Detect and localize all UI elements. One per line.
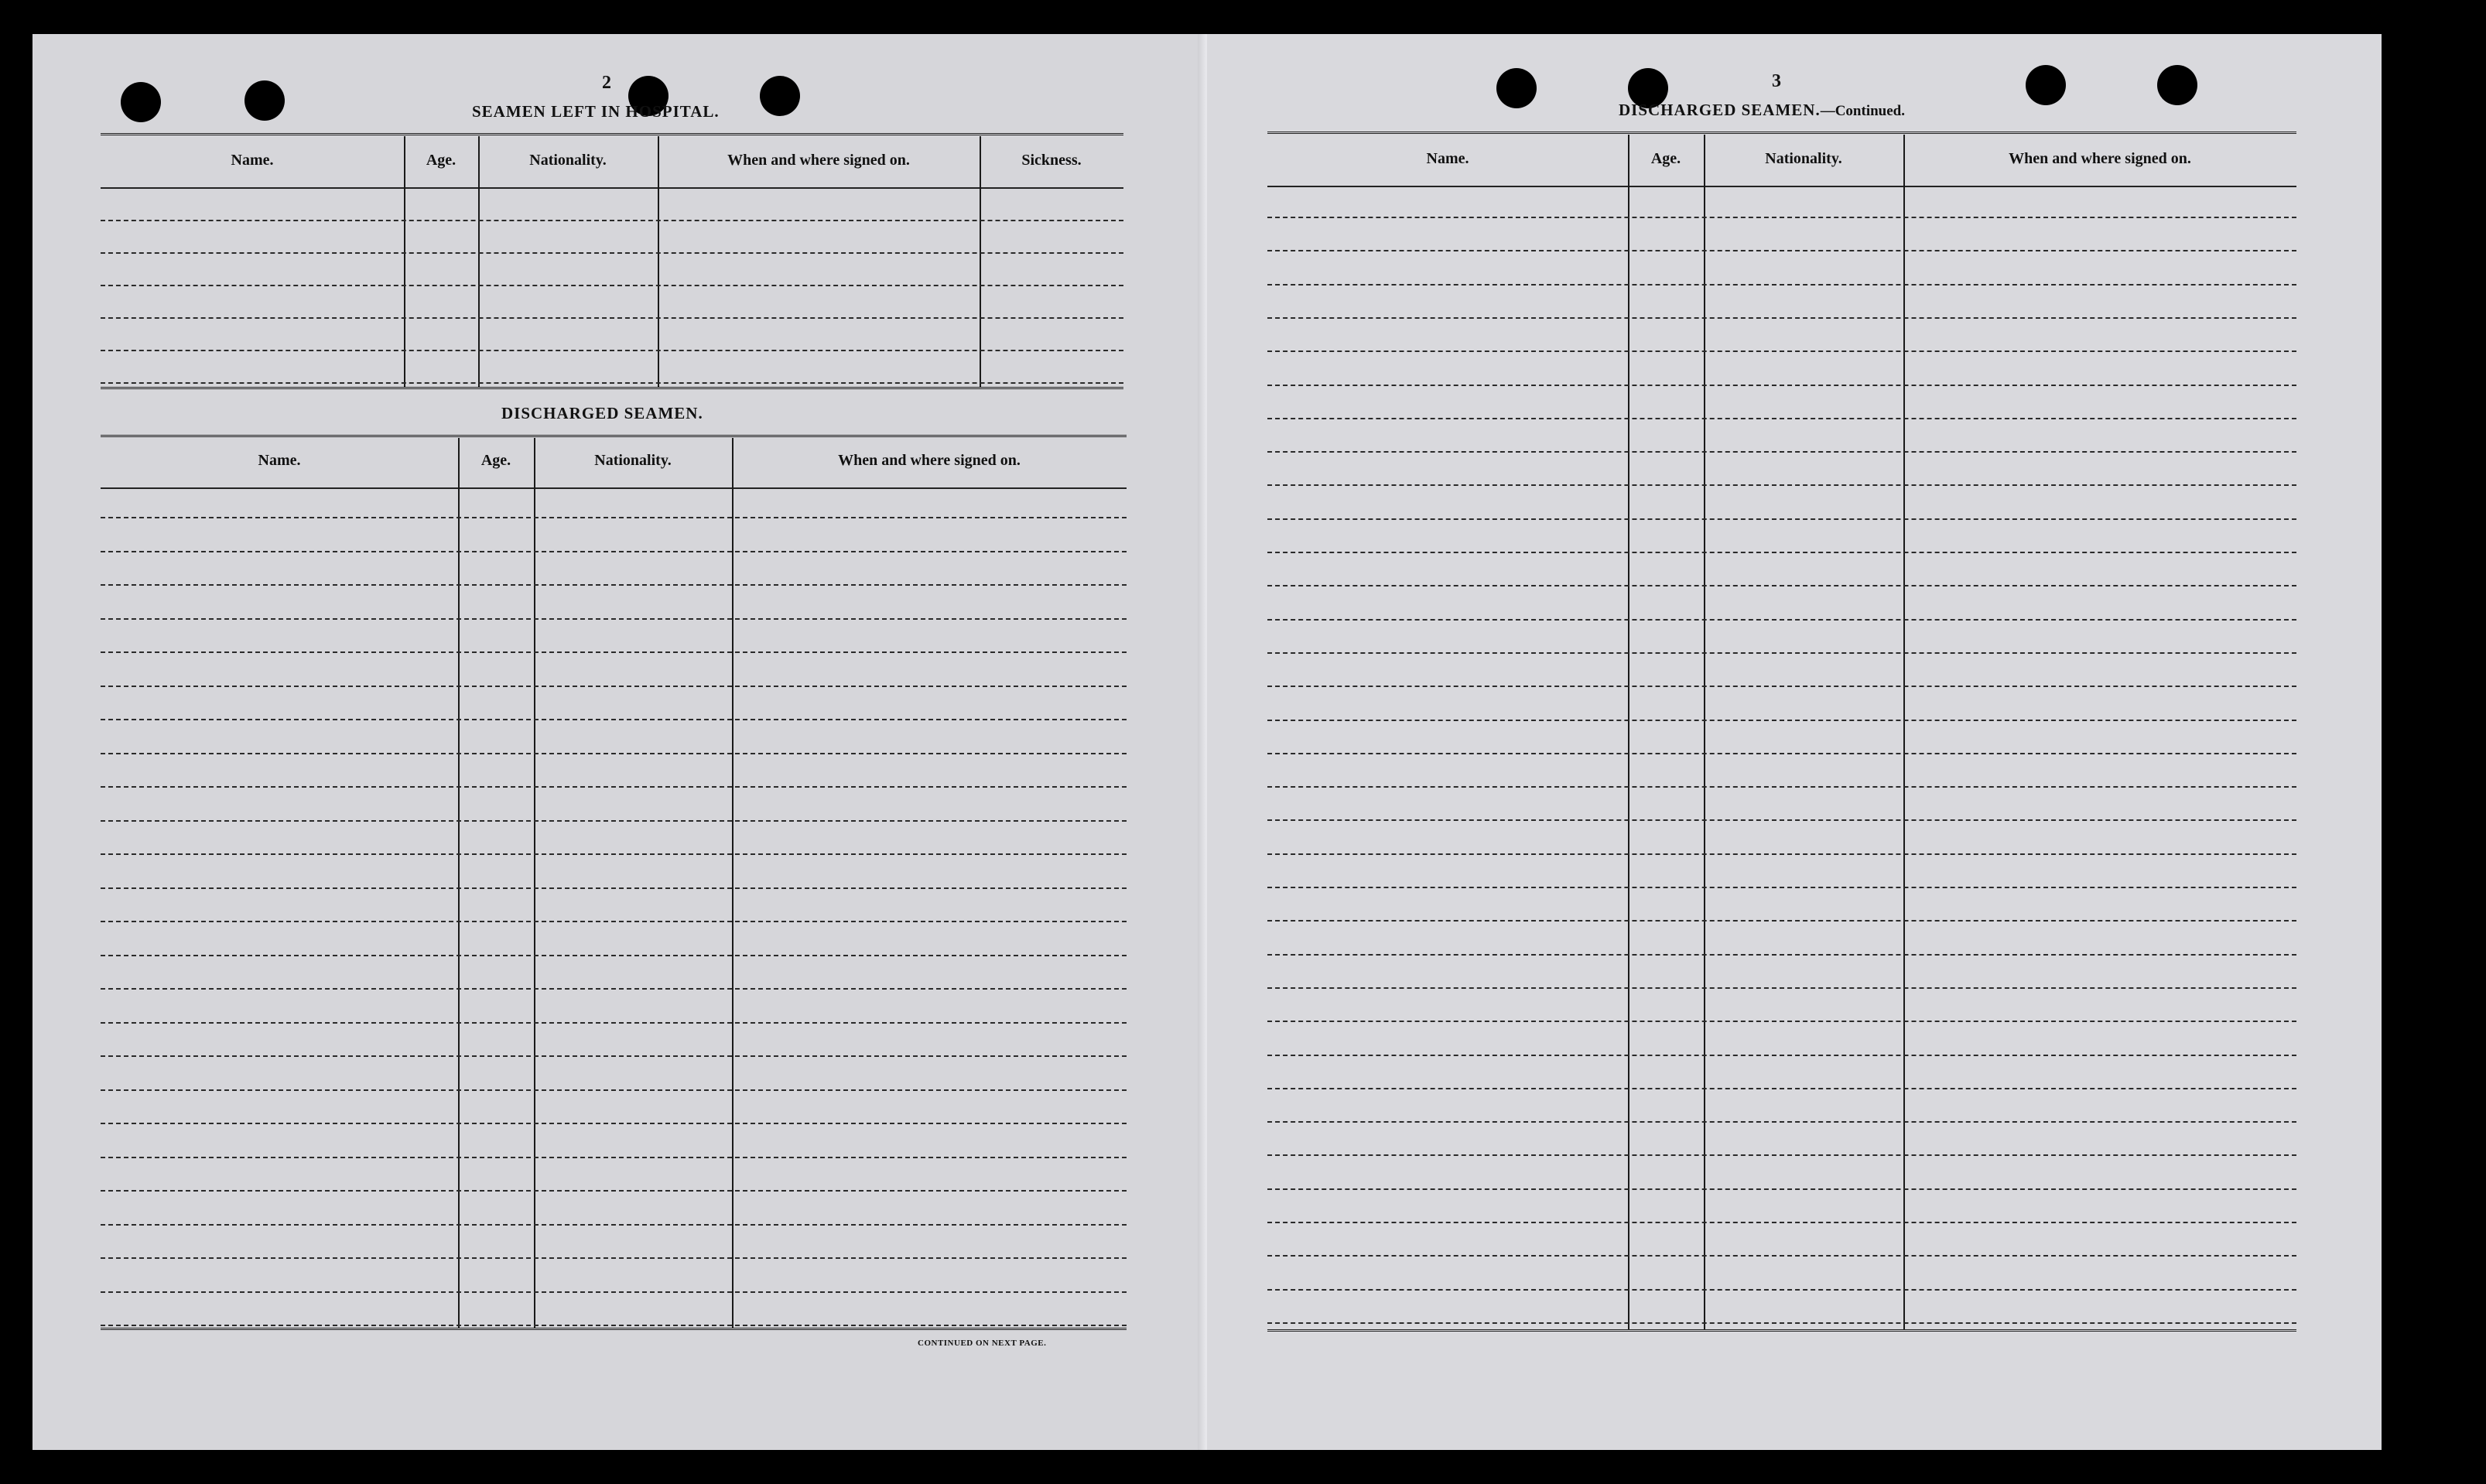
ruled-line xyxy=(1267,1121,2296,1123)
ruled-line xyxy=(101,1123,1127,1124)
ruled-line xyxy=(101,988,1127,990)
ruled-line xyxy=(1267,518,2296,520)
ruled-line xyxy=(1267,1289,2296,1291)
continued-suffix: —Continued. xyxy=(1820,103,1905,119)
punch-hole xyxy=(2157,65,2197,105)
column-header-name: Name. xyxy=(1426,150,1469,167)
ruled-line xyxy=(1267,552,2296,553)
punch-hole xyxy=(1496,68,1537,108)
ruled-line xyxy=(1267,1322,2296,1324)
ruled-line xyxy=(1267,385,2296,386)
column-header-name: Name. xyxy=(231,152,274,169)
ruled-line xyxy=(1267,317,2296,319)
ruled-line xyxy=(101,350,1123,351)
ruled-line xyxy=(101,1157,1127,1158)
ruled-line xyxy=(101,753,1127,754)
ruled-line xyxy=(101,1022,1127,1024)
ruled-line xyxy=(1267,652,2296,654)
hospital-section-title: SEAMEN LEFT IN HOSPITAL. xyxy=(472,102,720,121)
ruled-line xyxy=(101,1055,1127,1057)
punch-hole xyxy=(244,80,285,121)
ruled-line xyxy=(1267,753,2296,754)
continued-note: CONTINUED ON NEXT PAGE. xyxy=(918,1339,1047,1348)
ruled-line xyxy=(1267,786,2296,788)
ruled-line xyxy=(1267,1154,2296,1156)
ruled-line xyxy=(101,786,1127,788)
ruled-line xyxy=(1267,217,2296,218)
ruled-line xyxy=(101,820,1127,822)
column-header-sickness: Sickness. xyxy=(1021,152,1082,169)
ruled-line xyxy=(1267,250,2296,251)
ruled-line xyxy=(1267,1055,2296,1056)
ruled-line xyxy=(1267,920,2296,922)
ruled-line xyxy=(101,651,1127,653)
ruled-line xyxy=(1267,987,2296,989)
ruled-line xyxy=(1267,1188,2296,1190)
discharged-ledger-continued xyxy=(1267,132,2296,1334)
ruled-line xyxy=(1267,1255,2296,1257)
ruled-line xyxy=(101,1257,1127,1259)
column-header-signed-on: When and where signed on. xyxy=(2009,150,2191,167)
ruled-line xyxy=(101,317,1123,319)
ruled-line xyxy=(1267,686,2296,687)
ruled-line xyxy=(1267,350,2296,352)
discharged-title-text: DISCHARGED SEAMEN. xyxy=(1619,101,1821,119)
ruled-line xyxy=(101,618,1127,620)
ruled-line xyxy=(1267,1222,2296,1223)
ruled-line xyxy=(1267,720,2296,721)
ruled-line xyxy=(1267,585,2296,586)
punch-hole xyxy=(121,82,161,122)
discharged-section-title: DISCHARGED SEAMEN. xyxy=(501,404,703,422)
column-header-nationality: Nationality. xyxy=(529,152,607,169)
ruled-line xyxy=(101,517,1127,518)
page-number: 2 xyxy=(602,73,611,93)
column-header-age: Age. xyxy=(480,452,511,469)
punch-hole xyxy=(2026,65,2066,105)
hospital-ledger xyxy=(101,133,1123,393)
ruled-line xyxy=(1267,954,2296,956)
column-header-signed-on: When and where signed on. xyxy=(838,452,1021,469)
ruled-line xyxy=(1267,853,2296,855)
column-header-name: Name. xyxy=(258,452,301,469)
ruled-line xyxy=(1267,284,2296,286)
ruled-line xyxy=(101,1089,1127,1091)
ruled-line xyxy=(1267,418,2296,419)
ruled-line xyxy=(101,382,1123,384)
column-header-nationality: Nationality. xyxy=(594,452,672,469)
ruled-line xyxy=(1267,619,2296,621)
punch-hole xyxy=(760,76,800,116)
ruled-line xyxy=(1267,819,2296,821)
ruled-line xyxy=(1267,1088,2296,1089)
ruled-line xyxy=(1267,451,2296,453)
discharged-ledger xyxy=(101,435,1127,1332)
ruled-line xyxy=(101,1224,1127,1226)
ruled-line xyxy=(101,1325,1127,1326)
ruled-line xyxy=(1267,1021,2296,1022)
page-number: 3 xyxy=(1772,71,1781,91)
ruled-line xyxy=(101,1190,1127,1192)
ruled-line xyxy=(101,853,1127,855)
ruled-line xyxy=(101,887,1127,889)
ruled-line xyxy=(101,1291,1127,1293)
ruled-line xyxy=(101,551,1127,552)
ruled-line xyxy=(101,921,1127,922)
ruled-line xyxy=(1267,484,2296,486)
column-header-age: Age. xyxy=(1650,150,1681,167)
column-header-nationality: Nationality. xyxy=(1765,150,1842,167)
ruled-line xyxy=(101,285,1123,286)
ruled-line xyxy=(101,584,1127,586)
ruled-line xyxy=(101,686,1127,687)
ruled-line xyxy=(101,955,1127,956)
ruled-line xyxy=(101,220,1123,221)
ruled-line xyxy=(1267,887,2296,888)
discharged-continued-title xyxy=(1619,101,1905,120)
column-header-age: Age. xyxy=(426,152,457,169)
ruled-line xyxy=(101,252,1123,254)
column-header-signed-on: When and where signed on. xyxy=(727,152,910,169)
ruled-line xyxy=(101,719,1127,720)
